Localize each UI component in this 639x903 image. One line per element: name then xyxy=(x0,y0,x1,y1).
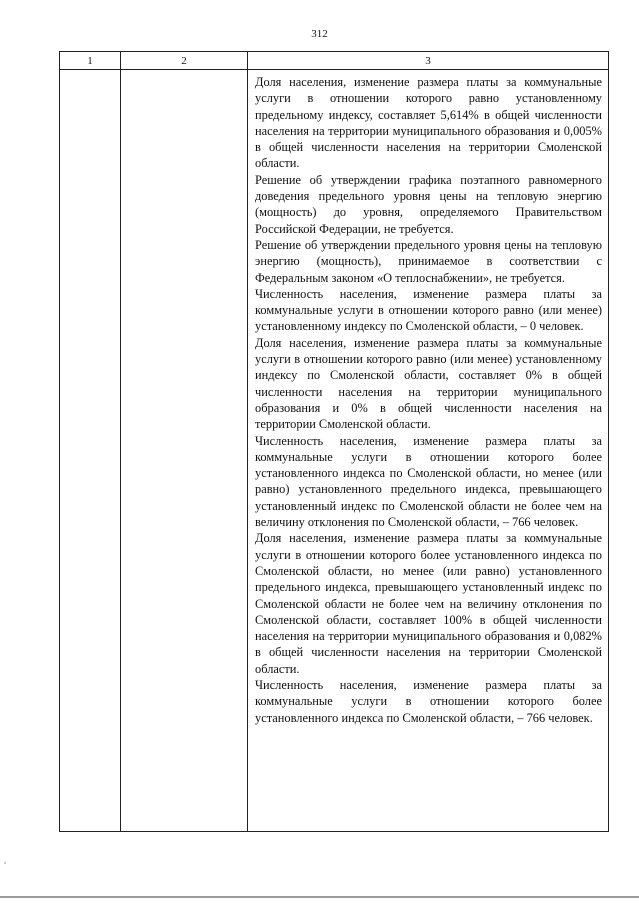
paragraph-count-equal-or-less: Численность населения, изменение размера платы за коммунальные услуги в отношении которого равно (или менее) установленному индексу по Смоленской области, – 0 человек. xyxy=(255,286,602,334)
paragraph-count-above-regional-index: Численность населения, изменение размера платы за коммунальные услуги в отношении которого более установленного индекса по Смоленской области, – 766 человек. xyxy=(255,677,602,725)
paragraph-share-above-index: Доля населения, изменение размера платы за коммунальные услуги в отношении которого более установленного индекса по Смоленской области, но менее (или равно) установленного предельного индекса, превышающего установленный индекс по Смоленской области не более чем на величину отклонения по Смоленской области, составляет 100% в общей численности населения на территории муниципального образования и 0,082% в общей численности населения на территории Смоленской области. xyxy=(255,531,602,676)
column-3-cell xyxy=(248,70,609,832)
column-header-1: 1 xyxy=(60,52,121,70)
paragraph-price-limit-decision: Решение об утверждении предельного уровня цены на тепловую энергию (мощность), принимаемое в соответствии с Федеральным законом «О теплоснабжении», не требуется. xyxy=(255,237,602,285)
column-2-cell xyxy=(121,70,248,832)
page-number: 312 xyxy=(311,28,328,40)
column-1-cell xyxy=(60,70,121,832)
paragraph-count-above-index: Численность населения, изменение размера платы за коммунальные услуги в отношении которого более установленного индекса по Смоленской области, но менее (или равно) установленного предельного индекса, превышающего установленный индекс по Смоленской области не более чем на величину отклонения по Смоленской области, – 766 человек. xyxy=(255,433,602,530)
paragraph-schedule-decision: Решение об утверждении графика поэтапного равномерного доведения предельного уровня цены на тепловую энергию (мощность) до уровня, определяемого Правительством Российской Федерации, не требуется. xyxy=(255,172,602,236)
paragraph-share-equal-limit: Доля населения, изменение размера платы за коммунальные услуги в отношении которого равно установленному предельному индексу, составляет 5,614% в общей численности населения на территории муниципального образования и 0,005% в общей численности населения на территории Смоленской области. xyxy=(255,75,602,171)
column-header-3: 3 xyxy=(248,52,609,70)
table-header-row xyxy=(60,52,609,70)
scan-speck xyxy=(4,862,6,864)
paragraph-share-equal-or-less: Доля населения, изменение размера платы за коммунальные услуги в отношении которого равно (или менее) установленному индексу по Смоленской области, составляет 0% в общей численности населения на территории муниципального образования и 0% в общей численности населения на территории Смоленской области. xyxy=(255,335,602,432)
document-table xyxy=(59,51,609,832)
column-header-2: 2 xyxy=(121,52,248,70)
scan-bottom-edge xyxy=(0,896,639,898)
table-body-row xyxy=(60,70,609,832)
